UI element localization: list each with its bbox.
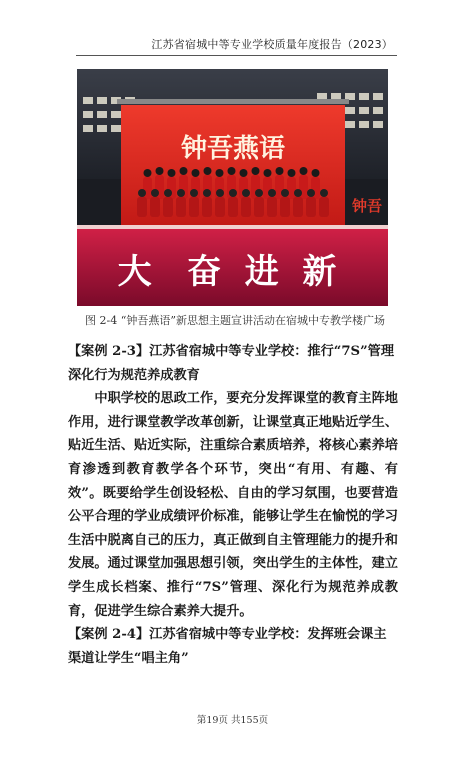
stage-truss xyxy=(117,99,349,104)
article-body xyxy=(68,340,398,670)
figure-caption: 图 2-4 “钟吾燕语”新思想主题宣讲活动在宿城中专教学楼广场 xyxy=(85,314,385,327)
case-2-3-heading: 【案例 2-3】江苏省宿城中等专业学校：推行“7S”管理 深化行为规范养成教育 xyxy=(68,344,395,383)
led-screen-text: 大 奋 进 新 xyxy=(117,252,337,292)
page-header: 江苏省宿城中等专业学校质量年度报告（2023） xyxy=(151,38,393,51)
side-logo-text: 钟吾 xyxy=(351,197,383,215)
case-2-3-paragraph: 中职学校的思政工作，要充分发挥课堂的教育主阵地作用，进行课堂教学改革创新，让课堂真正地贴近学生、贴近生活、贴近实际，注重综合素质培养，将核心素养培育渗透到教育教学各个环节，突出“有用、有趣、有效”。既要给学生创设轻松、自由的学习氛围，也要营造公平合理的学业成绩评价标准，能够让学生在愉悦的学习生活中脱离自己的压力，真正做到自主管理能力的提升和发展。通过课堂加强思想引领，突出学生的主体性，建立学生成长档案、推行“7S”管理、深化行为规范养成教育，促进学生综合素养大提升。 xyxy=(68,391,398,619)
case-2-4-heading: 【案例 2-4】江苏省宿城中等专业学校：发挥班会课主渠道让学生“唱主角” xyxy=(68,627,387,666)
stage-banner-text: 钟吾燕语 xyxy=(180,134,286,164)
event-photo xyxy=(77,69,388,306)
page-footer: 第19页 共155页 xyxy=(196,715,269,726)
header-divider xyxy=(76,55,397,56)
